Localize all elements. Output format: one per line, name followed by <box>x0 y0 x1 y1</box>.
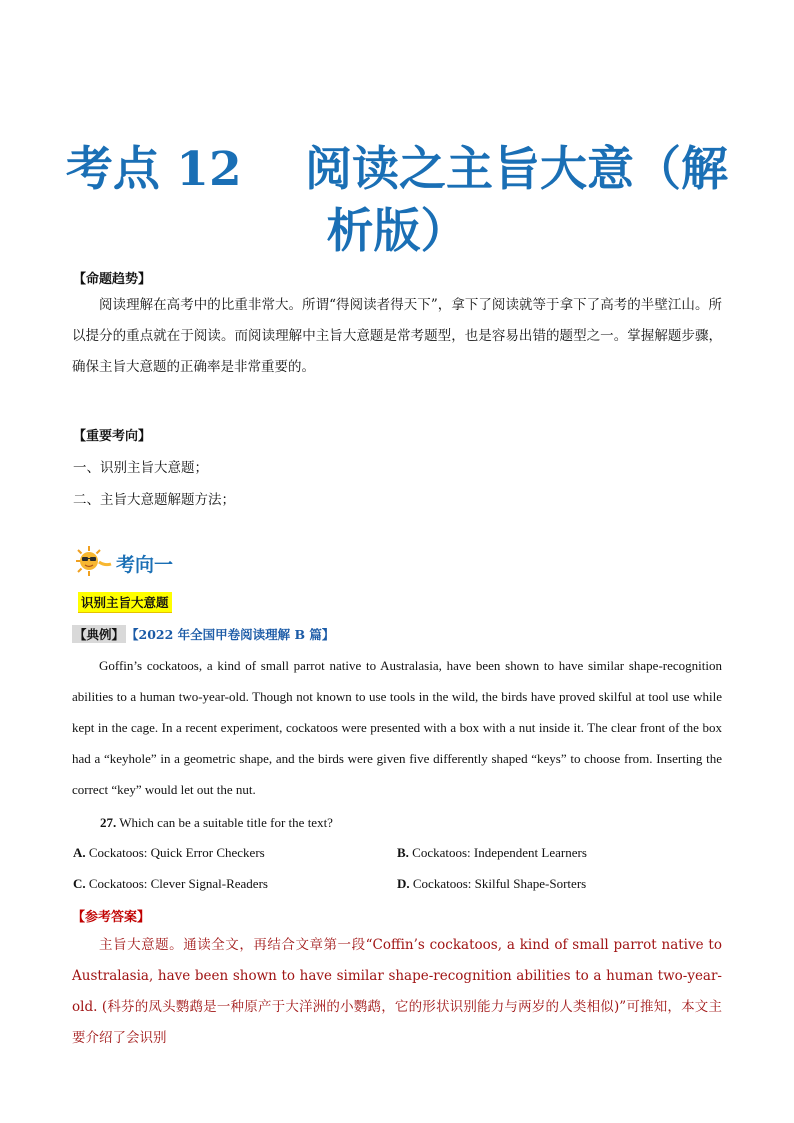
trend-heading: 【命题趋势】 <box>73 272 152 287</box>
section-header <box>72 546 173 580</box>
option-a: A. Cockatoos: Quick Error Checkers <box>73 845 265 860</box>
example-source: 【2022 年全国甲卷阅读理解 B 篇】 <box>126 627 335 642</box>
section-label: 考向一 <box>116 553 174 576</box>
sun-with-sunglasses-icon <box>72 544 112 582</box>
answer-heading: 【参考答案】 <box>72 910 151 925</box>
option-d: D. Cockatoos: Skilful Shape-Sorters <box>397 876 587 891</box>
direction-item-1: 一、识别主旨大意题； <box>73 460 208 476</box>
direction-item-2: 二、主旨大意题解题方法； <box>73 492 235 508</box>
trend-paragraph: 阅读理解在高考中的比重非常大。所谓“得阅读者得天下”，拿下了阅读就等于拿下了高考的半壁江山。所以提分的重点就在于阅读。而阅读理解中主旨大意题是常考题型，也是容易出错的题型之一。掌握解题步骤，确保主旨大意题的正确率是非常重要的。 <box>72 297 722 375</box>
question-number: 27. <box>100 815 117 830</box>
highlighted-subheading: 识别主旨大意题 <box>78 592 172 613</box>
question-text: Which can be a suitable title for the text? <box>119 815 333 830</box>
page-title-line-1: 考点 12 阅读之主旨大意（解 <box>65 142 729 197</box>
answer-paragraph: 主旨大意题。通读全文，再结合文章第一段“Coffin’s cockatoos, a kind of small parrot native to Australasia, have been shown to have similar shape-recognition abilities to a human two-year-old. (科芬的凤头鹦鹉是一种原产于大洋洲的小鹦鹉，它的形状识别能力与两岁的人类相似)”可推知，本文主要介绍了会识别 <box>72 937 722 1046</box>
option-c: C. Cockatoos: Clever Signal-Readers <box>73 876 268 891</box>
option-b: B. Cockatoos: Independent Learners <box>397 845 587 860</box>
directions-heading: 【重要考向】 <box>73 429 152 444</box>
page-title-line-2: 析版） <box>326 204 468 259</box>
passage-paragraph: Goffin’s cockatoos, a kind of small parrot native to Australasia, have been shown to have similar shape-recognition abilities to a human two-year-old. Though not known to use tools in the wild, the birds have proved skilful at tool use while kept in the cage. In a recent experiment, cockatoos were presented with a box with a nut inside it. The clear front of the box had a “keyhole” in a geometric shape, and the birds were given five differently shaped “keys” to choose from. Inserting the correct “key” would let out the nut. <box>72 658 722 797</box>
example-header <box>72 625 334 643</box>
example-tag: 【典例】 <box>74 627 125 642</box>
question <box>100 815 333 831</box>
